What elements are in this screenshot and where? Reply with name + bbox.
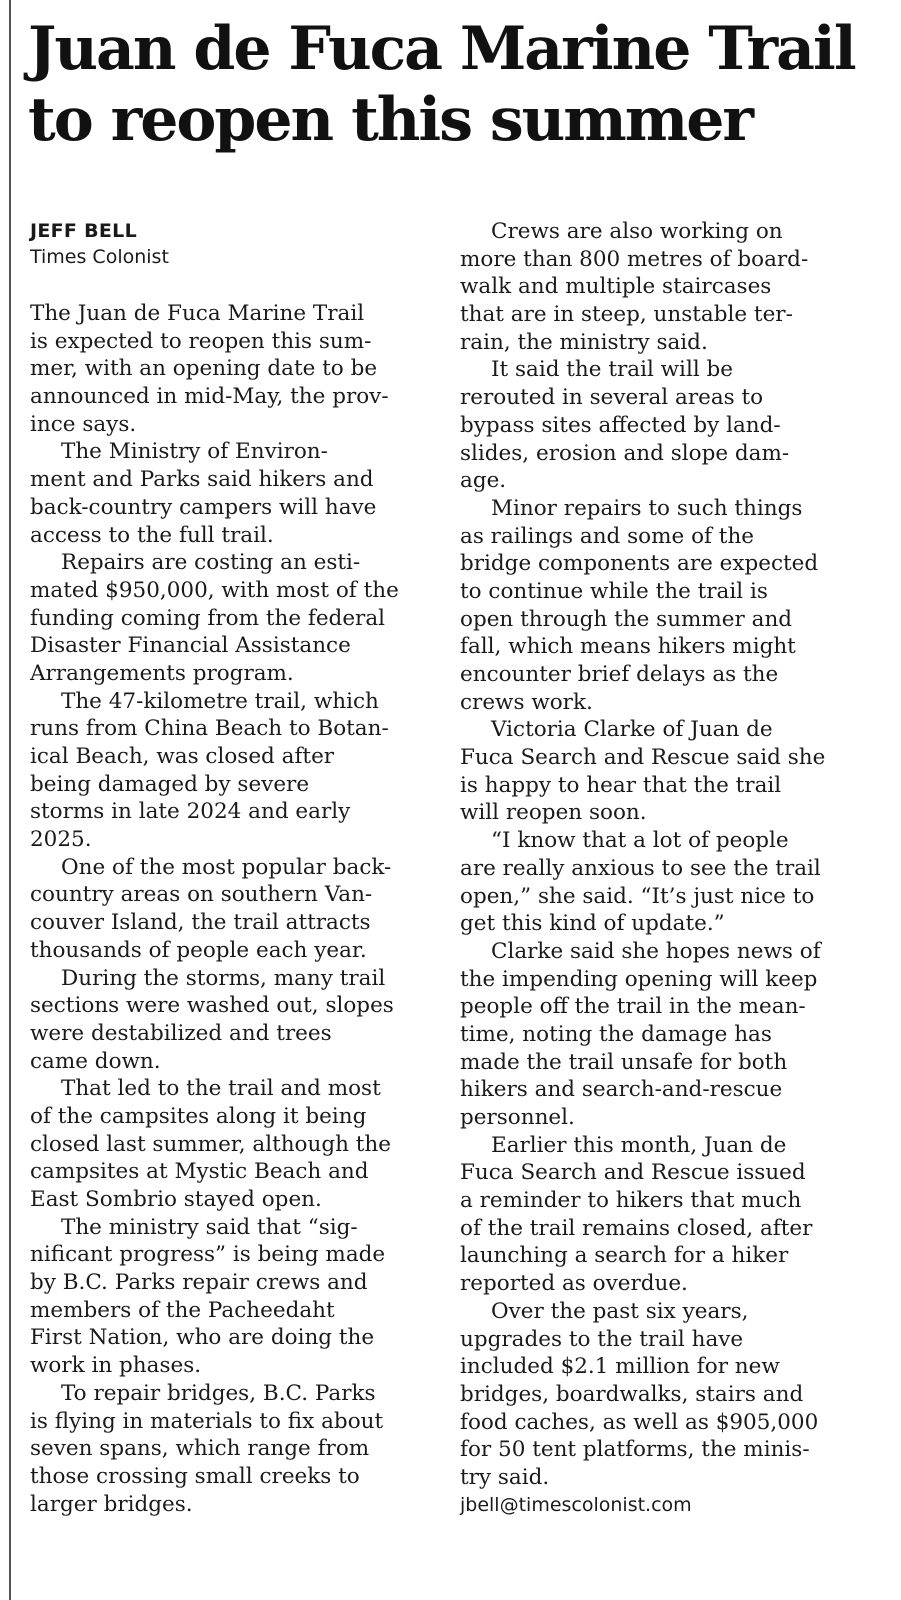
article-text-line: are really anxious to see the trail xyxy=(460,855,821,881)
article-text-line: It said the trail will be xyxy=(491,357,734,383)
article-text-line: ical Beach, was closed after xyxy=(30,744,335,769)
article-text-line: by B.C. Parks repair crews and xyxy=(30,1270,368,1296)
article-text-line: to continue while the trail is xyxy=(460,578,768,604)
article-text-line: upgrades to the trail have xyxy=(460,1326,744,1352)
article-text-line: The Juan de Fuca Marine Trail xyxy=(30,301,365,326)
article-text-line: people off the trail in the mean- xyxy=(460,994,806,1020)
article-text-line: mer, with an opening date to be xyxy=(30,356,378,382)
article-column-right xyxy=(460,218,880,1519)
article-text-line: closed last summer, although the xyxy=(30,1131,392,1157)
article-text-line: time, noting the damage has xyxy=(460,1021,772,1047)
article-text-line: launching a search for a hiker xyxy=(460,1243,789,1269)
article-text-line: Victoria Clarke of Juan de xyxy=(491,717,773,743)
column-rule xyxy=(9,0,11,1600)
article-text-line: One of the most popular back- xyxy=(61,854,392,880)
article-text-line: sections were washed out, slopes xyxy=(30,993,394,1019)
article-text-line: that are in steep, unstable ter- xyxy=(460,302,793,328)
article-text-line: will reopen soon. xyxy=(460,800,647,826)
article-text-line: back-country campers will have xyxy=(30,494,377,520)
article-text-line: Crews are also working on xyxy=(491,219,783,244)
article-text-line: First Nation, who are doing the xyxy=(30,1325,375,1351)
article-text-line: a reminder to hikers that much xyxy=(460,1188,802,1214)
article-text-line: open through the summer and xyxy=(460,606,793,632)
article-text-line: of the campsites along it being xyxy=(30,1103,367,1129)
article-text-line: more than 800 metres of board- xyxy=(460,246,809,272)
article-text-line: campsites at Mystic Beach and xyxy=(30,1159,369,1185)
article-text-line: storms in late 2024 and early xyxy=(30,799,351,825)
article-text-line: That led to the trail and most xyxy=(61,1076,381,1102)
article-text-line: announced in mid-May, the prov- xyxy=(30,384,389,410)
article-text-line: During the storms, many trail xyxy=(61,965,386,991)
article-text-line: Arrangements program. xyxy=(30,660,294,686)
article-text-line: rerouted in several areas to xyxy=(460,385,764,411)
article-text-line: walk and multiple staircases xyxy=(460,274,772,300)
article-text-line: were destabilized and trees xyxy=(30,1020,332,1046)
article-text-line: The ministry said that “sig- xyxy=(61,1214,358,1240)
article-text-line: reported as overdue. xyxy=(460,1271,688,1297)
article-text-line: as railings and some of the xyxy=(460,523,755,549)
article-text-line: Fuca Search and Rescue said she xyxy=(460,745,826,771)
article-text-line: crews work. xyxy=(460,689,593,715)
article-text-line: the impending opening will keep xyxy=(460,966,818,992)
headline xyxy=(28,14,888,156)
article-text-line: came down. xyxy=(30,1048,161,1074)
article-column-left xyxy=(30,218,440,1518)
byline-author: JEFF BELL xyxy=(30,220,137,242)
article-text-line: personnel. xyxy=(460,1105,575,1130)
article-text-line: food caches, as well as $905,000 xyxy=(460,1409,819,1435)
article-text-line: runs from China Beach to Botan- xyxy=(30,716,389,742)
article-text-line: 2025. xyxy=(30,827,92,853)
article-text-line: East Sombrio stayed open. xyxy=(30,1187,322,1212)
article-text-line: age. xyxy=(460,468,507,494)
article-text-line: nificant progress” is being made xyxy=(30,1242,386,1268)
article-text-line: access to the full trail. xyxy=(30,522,274,548)
article-text-line: The 47-kilometre trail, which xyxy=(61,688,379,714)
article-text-line: Minor repairs to such things xyxy=(491,495,803,521)
article-text-line: Over the past six years, xyxy=(491,1298,749,1324)
article-text-line: encounter brief delays as the xyxy=(460,662,779,687)
article-text-line: country areas on southern Van- xyxy=(30,882,373,908)
byline-publication: Times Colonist xyxy=(30,246,169,268)
article-text-line: open,” she said. “It’s just nice to xyxy=(460,883,815,909)
article-text-line: made the trail unsafe for both xyxy=(460,1049,788,1075)
article-text-line: couver Island, the trail attracts xyxy=(30,910,371,936)
article-text-line: seven spans, which range from xyxy=(30,1436,370,1462)
article-text-line: The Ministry of Environ- xyxy=(61,439,328,465)
article-text-line: is expected to reopen this sum- xyxy=(30,328,372,354)
article-text-line: ment and Parks said hikers and xyxy=(30,467,374,493)
article-text-line: funding coming from the federal xyxy=(30,605,386,631)
article-text-line: is happy to hear that the trail xyxy=(460,772,782,798)
article-text-line: Earlier this month, Juan de xyxy=(491,1132,787,1158)
article-text-line: To repair bridges, B.C. Parks xyxy=(61,1380,376,1406)
headline-line-1: Juan de Fuca Marine Trail xyxy=(28,14,855,84)
article-text-line: bridges, boardwalks, stairs and xyxy=(460,1381,804,1407)
article-text-line: slides, erosion and slope dam- xyxy=(460,440,790,466)
article-text-line: ince says. xyxy=(30,411,137,437)
article-text-line: those crossing small creeks to xyxy=(30,1463,360,1489)
author-email: jbell@timescolonist.com xyxy=(460,1493,692,1516)
article-text-line: being damaged by severe xyxy=(30,771,310,797)
article-text-line: Repairs are costing an esti- xyxy=(61,550,361,576)
article-text-line: Disaster Financial Assistance xyxy=(30,633,351,659)
article-text-line: bypass sites affected by land- xyxy=(460,412,781,438)
left-column-body xyxy=(30,300,440,1518)
article-text-line: for 50 tent platforms, the minis- xyxy=(460,1437,810,1463)
article-text-line: of the trail remains closed, after xyxy=(460,1215,813,1241)
article-text-line: get this kind of update.” xyxy=(460,911,725,937)
article-text-line: Clarke said she hopes news of xyxy=(491,938,821,964)
article-text-line: fall, which means hikers might xyxy=(460,634,796,660)
article-text-line: is flying in materials to fix about xyxy=(30,1408,384,1434)
right-column-body xyxy=(460,218,880,1492)
article-text-line: rain, the ministry said. xyxy=(460,329,708,355)
article-text-line: included $2.1 million for new xyxy=(460,1354,780,1380)
article-text-line: “I know that a lot of people xyxy=(491,828,789,854)
article-text-line: work in phases. xyxy=(30,1353,202,1379)
article-text-line: members of the Pacheedaht xyxy=(30,1297,335,1323)
article-text-line: Fuca Search and Rescue issued xyxy=(460,1160,806,1186)
article-text-line: try said. xyxy=(460,1464,550,1490)
headline-line-2: to reopen this summer xyxy=(28,85,753,155)
article-text-line: hikers and search-and-rescue xyxy=(460,1077,783,1103)
article-text-line: mated $950,000, with most of the xyxy=(30,577,399,603)
article-text-line: bridge components are expected xyxy=(460,551,819,577)
article-text-line: larger bridges. xyxy=(30,1491,193,1517)
article-text-line: thousands of people each year. xyxy=(30,937,367,963)
